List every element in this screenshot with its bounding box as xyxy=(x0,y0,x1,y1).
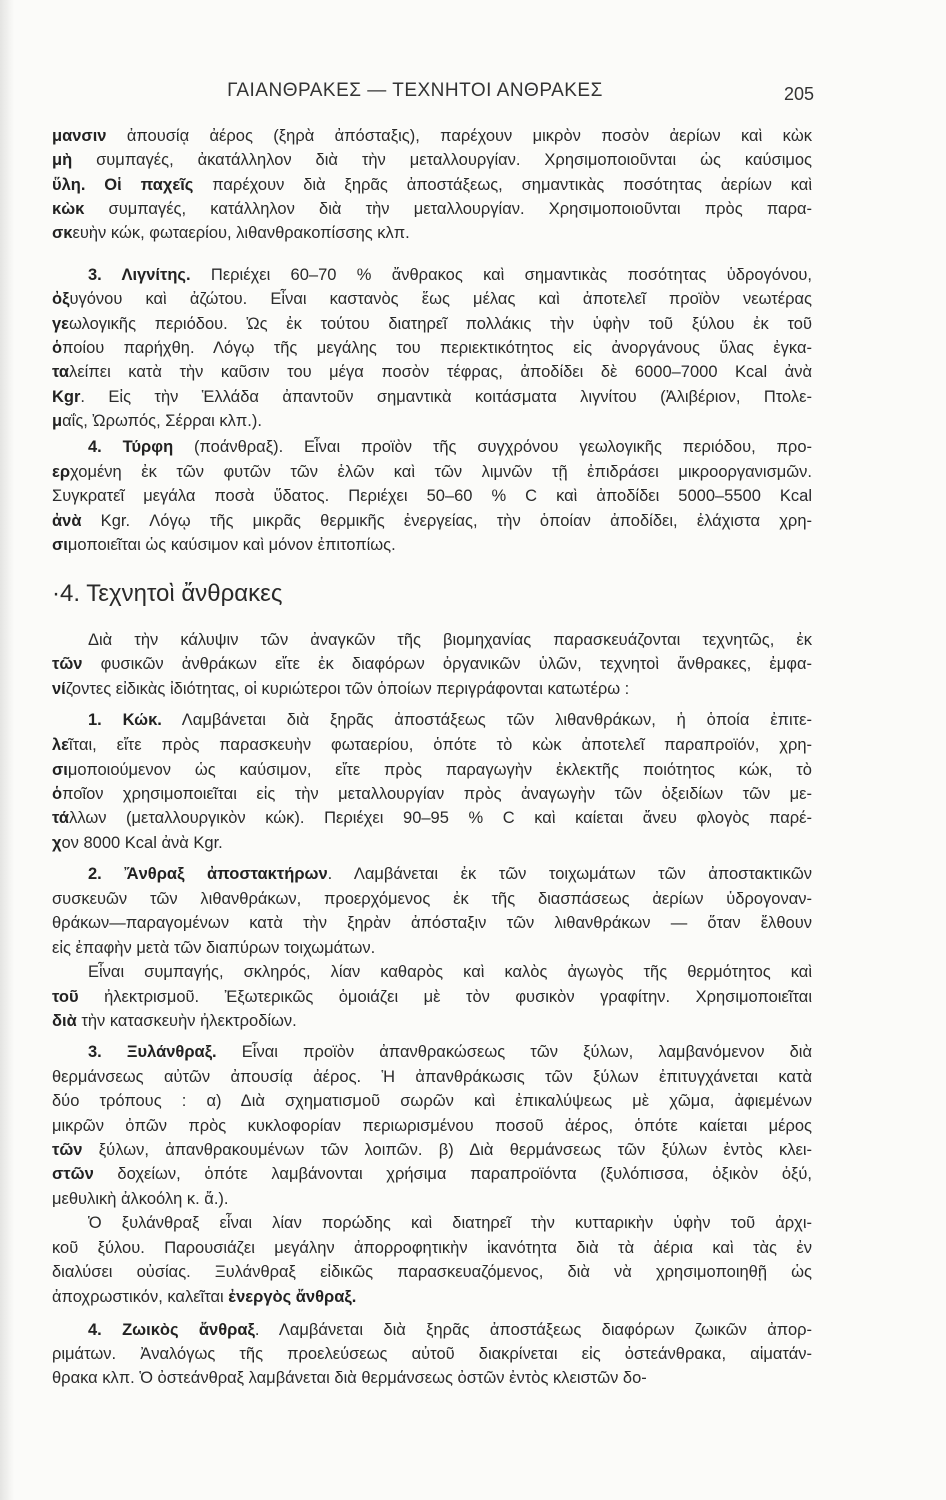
bold-run: σι xyxy=(52,536,68,554)
text-line xyxy=(52,783,812,805)
bold-run: Kgr xyxy=(52,388,81,406)
bold-run: λε xyxy=(52,736,70,754)
text-line xyxy=(88,863,812,885)
bold-run: 1. Κώκ. xyxy=(88,711,162,729)
text-line xyxy=(52,534,812,556)
line-text: ῖται, εἴτε πρὸς παρασκευὴν φωταερίου, ὁπότε τὸ κὼκ ἀποτελεῖ παραπροϊόν, χρη- xyxy=(69,736,812,754)
line-text: παρέχουν διὰ ξηρᾶς ἀποστάξεως, σημαντικὰς ποσότητας ἀερίων καὶ xyxy=(193,176,812,194)
line-text: εἰς ἐπαφὴν μετὰ τῶν διαπύρων τοιχωμάτων. xyxy=(52,939,376,957)
line-text: κοῦ ξύλου. Παρουσιάζει μεγάλην ἀπορροφητικὴν ἱκανότητα διὰ τὰ ἀέρια καὶ τὰς ἐν xyxy=(52,1239,812,1257)
text-line xyxy=(52,149,812,171)
bold-run: ὁ xyxy=(52,339,63,357)
line-text: δύο τρόπους : α) Διὰ σχηματισμοῦ σωρῶν καὶ ἐπικαλύψεως μὲ χῶμα, ἀφιεμένων xyxy=(52,1092,812,1110)
line-text: ποίου παρήχθη. Λόγῳ τῆς μεγάλης του περιεκτικότητος εἰς ἀνοργάνους ὕλας ἐγκα- xyxy=(62,339,812,357)
line-text: συμπαγές, ἀκατάλληλον διὰ τὴν μεταλλουργίαν. Χρησιμοποιοῦνται ὡς καύσιμος xyxy=(72,151,812,169)
bold-term: ἐνεργὸς ἄνθραξ. xyxy=(228,1288,357,1306)
running-head: ΓΑΙΑΝΘΡΑΚΕΣ — ΤΕΧΝΗΤΟΙ ΑΝΘΡΑΚΕΣ xyxy=(227,80,603,101)
text-line xyxy=(52,125,812,147)
line-text: λείπει κατὰ τὴν καῦσιν του μέγα ποσὸν τέφρας, ἀποδίδει δὲ 6000–7000 Kcal ἀνὰ xyxy=(69,363,812,381)
text-line xyxy=(52,734,812,756)
text-line xyxy=(52,361,812,383)
line-text: συσκευῶν τῶν λιθανθράκων, προερχόμενος ἐκ τῆς διασπάσεως ἀερίων ὑδρογοναν- xyxy=(52,890,812,908)
page-edge-shadow xyxy=(0,0,14,1500)
text-line xyxy=(52,1286,812,1308)
bold-run: τῶν xyxy=(52,655,83,673)
text-line xyxy=(88,1319,812,1341)
section-heading: ·4. Τεχνητοὶ ἄνθρακες xyxy=(52,580,283,607)
line-text: ευὴν κώκ, φωταερίου, λιθανθρακοπίσσης κλπ. xyxy=(72,224,410,242)
text-line xyxy=(52,1115,812,1137)
bold-run: τοῦ xyxy=(52,988,79,1006)
line-text: ωλογικῆς περιόδου. Ὡς ἐκ τούτου διατηρεῖ πολλάκις τὴν ὑφὴν τοῦ ξύλου ἐκ τοῦ xyxy=(69,315,812,333)
line-text: χομένη ἐκ τῶν φυτῶν τῶν ἑλῶν καὶ τῶν λιμνῶν τῇ ἐπιδράσει μικροοργανισμῶν. xyxy=(70,463,812,481)
bold-run: τῶν xyxy=(52,1141,83,1159)
line-text: δοχείων, ὁπότε λαμβάνονται χρήσιμα παραπροϊόντα (ξυλόπισσα, ὀξικὸν ὀξύ, xyxy=(93,1165,812,1183)
line-text: Ὁ ξυλάνθραξ εἶναι λίαν πορώδης καὶ διατηρεῖ τὴν κυτταρικὴν ὑφὴν τοῦ ἀρχι- xyxy=(88,1214,812,1232)
line-text: ἀπουσίᾳ ἀέρος (ξηρὰ ἀπόσταξις), παρέχουν μικρὸν ποσὸν ἀερίων καὶ κὼκ xyxy=(106,127,812,145)
line-text: ον 8000 Kcal ἀνὰ Kgr. xyxy=(61,834,223,852)
line-text: Εἶναι συμπαγής, σκληρός, λίαν καθαρὸς καὶ καλὸς ἀγωγὸς τῆς θερμότητος καὶ xyxy=(88,963,812,981)
text-line xyxy=(52,1139,812,1161)
bold-run: ὕλη. Οἱ παχεῖς xyxy=(52,176,194,194)
text-line xyxy=(52,1188,812,1210)
line-text: μικρῶν ὀπῶν πρὸς κυκλοφορίαν περιωρισμένου ποσοῦ ἀέρος, ὁπότε καίεται μέρος xyxy=(52,1117,812,1135)
text-line xyxy=(52,986,812,1008)
text-line xyxy=(88,436,812,458)
line-text: ξύλων, ἀπανθρακουμένων τῶν λοιπῶν. β) Διὰ θερμάνσεως τῶν ξύλων ἐντὸς κλει- xyxy=(82,1141,812,1159)
text-line xyxy=(52,410,812,432)
line-text: Περιέχει 60–70 % ἄνθρακος καὶ σημαντικὰς ποσότητας ὑδρογόνου, xyxy=(190,266,812,284)
text-line xyxy=(52,198,812,220)
bold-run: τα xyxy=(52,363,70,381)
line-text: Διὰ τὴν κάλυψιν τῶν ἀναγκῶν τῆς βιομηχανίας παρασκευάζονται τεχνητῶς, ἐκ xyxy=(88,631,812,649)
line-text: μοποιούμενον ὡς καύσιμον, εἴτε πρὸς παραγωγὴν ἐκλεκτῆς ποιότητος κώκ, τὸ xyxy=(67,761,812,779)
text-line xyxy=(52,1010,812,1032)
bold-run: 4. Ζωικὸς ἄνθραξ xyxy=(88,1321,255,1339)
line-text: Εἶναι προϊὸν ἀπανθρακώσεως τῶν ξύλων, λαμβανόμενον διὰ xyxy=(216,1043,812,1061)
text-line xyxy=(52,1066,812,1088)
text-line xyxy=(52,759,812,781)
bold-run: μ xyxy=(52,412,63,430)
line-text: συμπαγές, κατάλληλον διὰ τὴν μεταλλουργίαν. Χρησιμοποιοῦνται πρὸς παρα- xyxy=(84,200,812,218)
line-text: τὴν κατασκευὴν ἠλεκτροδίων. xyxy=(76,1012,297,1030)
bold-run: ὁ xyxy=(52,785,63,803)
bold-run: νί xyxy=(52,680,66,698)
bold-run: μανσιν xyxy=(52,127,107,145)
text-line xyxy=(52,1367,812,1389)
bold-run: σκ xyxy=(52,224,73,242)
bold-run: 3. Ξυλάνθραξ. xyxy=(88,1043,217,1061)
text-line xyxy=(52,222,812,244)
line-text: ζοντες εἰδικὰς ἰδιότητας, οἱ κυριώτεροι τῶν ὁποίων περιγράφονται κατωτέρω : xyxy=(65,680,630,698)
line-text: υγόνου καὶ ἀζώτου. Εἶναι καστανὸς ἕως μέλας καὶ ἀποτελεῖ προϊὸν νεωτέρας xyxy=(69,290,812,308)
bold-run: σι xyxy=(52,761,68,779)
text-line xyxy=(88,961,812,983)
text-line xyxy=(52,1261,812,1283)
text-line xyxy=(52,386,812,408)
bold-run: 3. Λιγνίτης. xyxy=(88,266,191,284)
line-text: ριμάτων. Ἀναλόγως τῆς προελεύσεως αὐτοῦ διακρίνεται εἰς ὀστεάνθρακα, αἱματάν- xyxy=(52,1345,812,1363)
text-line xyxy=(52,888,812,910)
line-text: φυσικῶν ἀνθράκων εἴτε ἐκ διαφόρων ὀργανικῶν ὑλῶν, τεχνητοὶ ἄνθρακες, ἐμφα- xyxy=(82,655,812,673)
bold-run: διὰ xyxy=(52,1012,77,1030)
bold-run: ὀξ xyxy=(52,290,70,308)
line-text: Συγκρατεῖ μεγάλα ποσὰ ὕδατος. Περιέχει 50–60 % C καὶ ἀποδίδει 5000–5500 Kcal xyxy=(52,487,812,505)
text-line xyxy=(52,1163,812,1185)
text-line xyxy=(88,709,812,731)
text-line xyxy=(52,653,812,675)
line-text: διαλύσει οὐσίας. Ξυλάνθραξ εἰδικῶς παρασκευαζόμενος, διὰ νὰ χρησιμοποιηθῇ ὡς xyxy=(52,1263,812,1281)
line-text: ποῖον χρησιμοποιεῖται εἰς τὴν μεταλλουργίαν πρὸς ἀναγωγὴν τῶν ὀξειδίων τῶν με- xyxy=(62,785,812,803)
line-text: . Λαμβάνεται διὰ ξηρᾶς ἀποστάξεως διαφόρων ζωικῶν ἀπορ- xyxy=(254,1321,812,1339)
line-text: Kgr. Λόγῳ τῆς μικρᾶς θερμικῆς ἐνεργείας, τὴν ὁποίαν ἀποδίδει, ἐλάχιστα χρη- xyxy=(81,512,812,530)
text-line xyxy=(52,1090,812,1112)
bold-run: στῶν xyxy=(52,1165,94,1183)
line-text: θράκων—παραγομένων κατὰ τὴν ξηρὰν ἀπόσταξιν τῶν λιθανθράκων — ὅταν ἔλθουν xyxy=(52,914,812,932)
text-line xyxy=(52,337,812,359)
bold-run: 2. Ἄνθραξ ἀποστακτήρων xyxy=(88,865,328,883)
line-text: θερμάνσεως αὐτῶν ἀπουσίᾳ ἀέρος. Ἡ ἀπανθράκωσις τῶν ξύλων ἐπιτυγχάνεται κατὰ xyxy=(52,1068,812,1086)
line-text: Λαμβάνεται διὰ ξηρᾶς ἀποστάξεως τῶν λιθανθράκων, ἡ ὁποία ἐπιτε- xyxy=(161,711,812,729)
bold-run: μὴ xyxy=(52,151,73,169)
line-text: (ποάνθραξ). Εἶναι προϊὸν τῆς συγχρόνου γεωλογικῆς περιόδου, προ- xyxy=(173,438,812,456)
text-line xyxy=(52,912,812,934)
text-line xyxy=(52,485,812,507)
line-text: μοποιεῖται ὡς καύσιμον καὶ μόνον ἐπιτοπίως. xyxy=(67,536,396,554)
text-line xyxy=(52,174,812,196)
text-line xyxy=(52,678,812,700)
line-text: ἀποχρωστικόν, καλεῖται xyxy=(52,1288,229,1306)
text-line xyxy=(88,1041,812,1063)
text-line xyxy=(52,1343,812,1365)
line-text: ἠλεκτρισμοῦ. Ἐξωτερικῶς ὁμοιάζει μὲ τὸν φυσικὸν γραφίτην. Χρησιμοποιεῖται xyxy=(78,988,812,1006)
text-line xyxy=(88,629,812,651)
line-text: . Εἰς τὴν Ἑλλάδα ἀπαντοῦν σημαντικὰ κοιτάσματα λιγνίτου (Ἀλιβέριον, Πτολε- xyxy=(80,388,812,406)
bold-run: ἀνὰ xyxy=(52,512,82,530)
line-text: . Λαμβάνεται ἐκ τῶν τοιχωμάτων τῶν ἀποστακτικῶν xyxy=(327,865,812,883)
text-line xyxy=(88,264,812,286)
page-number: 205 xyxy=(784,84,815,104)
bold-run: 4. Τύρφη xyxy=(88,438,174,456)
bold-run: τά xyxy=(52,809,70,827)
bold-run: ερ xyxy=(52,463,71,481)
text-line xyxy=(88,1212,812,1234)
bold-run: κὼκ xyxy=(52,200,85,218)
line-text: αΐς, Ὠρωπός, Σέρραι κλπ.). xyxy=(62,412,262,430)
text-line xyxy=(52,461,812,483)
bold-run: χ xyxy=(52,834,62,852)
line-text: λλων (μεταλλουργικὸν κώκ). Περιέχει 90–95 % C καὶ καίεται ἄνευ φλογὸς παρέ- xyxy=(69,809,812,827)
text-line xyxy=(52,937,812,959)
bold-run: γε xyxy=(52,315,70,333)
text-line xyxy=(52,510,812,532)
text-line xyxy=(52,832,812,854)
text-line xyxy=(52,313,812,335)
line-text: μεθυλικὴ ἀλκοόλη κ. ἄ.). xyxy=(52,1190,229,1208)
line-text: θρακα κλπ. Ὁ ὀστεάνθραξ λαμβάνεται διὰ θερμάνσεως ὀστῶν ἐντὸς κλειστῶν δο- xyxy=(52,1369,647,1387)
text-line xyxy=(52,1237,812,1259)
text-line xyxy=(52,807,812,829)
text-line xyxy=(52,288,812,310)
